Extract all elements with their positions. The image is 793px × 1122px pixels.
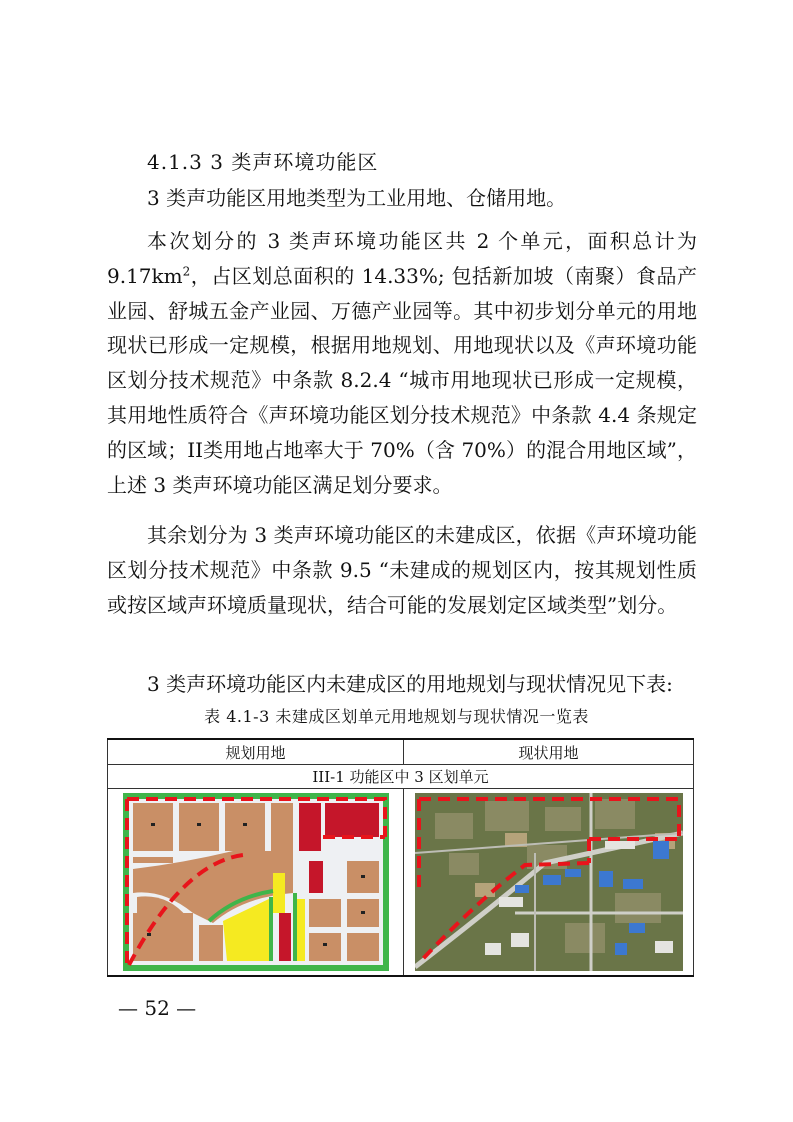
table-caption: 表 4.1-3 未建成区划单元用地规划与现状情况一览表 xyxy=(204,707,589,726)
land-use-table xyxy=(107,738,694,977)
paragraph-area-summary xyxy=(107,224,697,502)
area-text-start: 本次划分的 3 类声环境功能区共 2 个单元，面积总计为 9.17km xyxy=(107,229,697,288)
area-text-rest: ，占区划总面积的 14.33%; 包括新加坡（南聚）食品产业园、舒城五金产业园、万德产业园等。其中初步划分单元的用地现状已形成一定规模，根据用地规划、用地现状以及《声环境功能区划分技术规范》中条款 8.2.4 “城市用地现状已形成一定规模，其用地性质符合《声环境功能区划分技术规范》中条款 4.4 条规定的区域；II类用地占地率大于 70%（含 70%）的混合用地区域”，上述 3 类声环境功能区满足划分要求。 xyxy=(107,263,697,497)
planned-land-map xyxy=(123,793,389,971)
paragraph-unbuilt-area: 其余划分为 3 类声环境功能区的未建成区，依据《声环境功能区划分技术规范》中条款 9.5 “未建成的规划区内，按其规划性质或按区域声环境质量现状，结合可能的发展划定区域类型”划分。 xyxy=(107,523,697,617)
header-planned-land: 规划用地 xyxy=(108,739,404,765)
current-land-satellite-image xyxy=(415,793,683,971)
current-land-cell xyxy=(404,789,694,977)
paragraph-land-type: 3 类声功能区用地类型为工业用地、仓储用地。 xyxy=(147,186,567,210)
area-unit-superscript: 2 xyxy=(182,264,191,279)
unit-subheader: III-1 功能区中 3 区划单元 xyxy=(108,765,694,789)
paragraph-table-intro: 3 类声环境功能区内未建成区的用地规划与现状情况见下表: xyxy=(147,672,673,696)
section-heading: 4.1.3 3 类声环境功能区 xyxy=(147,150,379,174)
planned-land-cell xyxy=(108,789,404,977)
header-current-land: 现状用地 xyxy=(404,739,694,765)
page-number: — 52 — xyxy=(118,996,197,1020)
